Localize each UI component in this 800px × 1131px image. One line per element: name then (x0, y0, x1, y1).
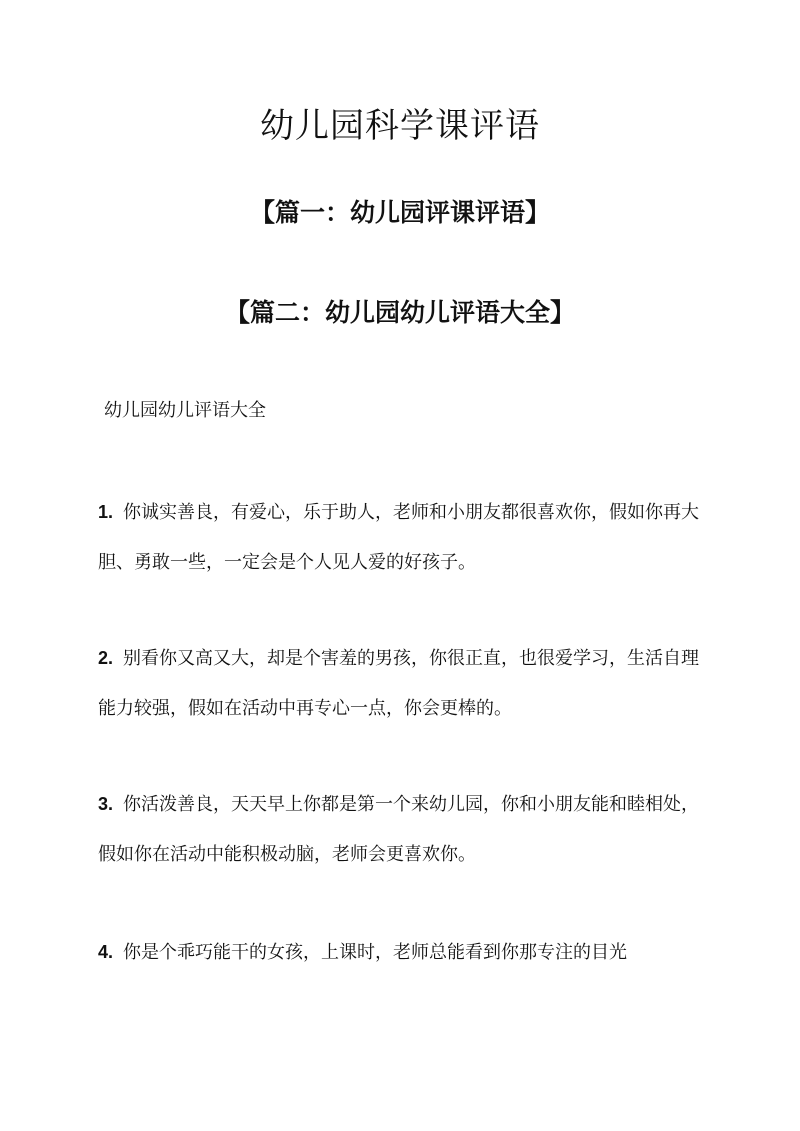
comment-number: 3. (98, 794, 114, 814)
comment-item-1 (98, 487, 704, 588)
document-title: 幼儿园科学课评语 (260, 106, 540, 146)
comment-item-4 (98, 927, 704, 978)
comment-item-2 (98, 633, 704, 734)
section-heading-2: 【篇二：幼儿园幼儿评语大全】 (224, 298, 575, 327)
comment-text: 你是个乖巧能干的女孩，上课时，老师总能看到你那专注的目光 (123, 942, 628, 963)
comment-text: 你诚实善良，有爱心，乐于助人，老师和小朋友都很喜欢你，假如你再大胆、勇敢一些，一定会是个人见人爱的好孩子。 (98, 502, 700, 573)
section-heading-1: 【篇一：幼儿园评课评语】 (249, 198, 550, 227)
comment-number: 1. (98, 502, 114, 522)
comment-text: 别看你又高又大，却是个害羞的男孩，你很正直，也很爱学习，生活自理能力较强，假如在活动中再专心一点，你会更棒的。 (98, 648, 700, 719)
comment-text: 你活泼善良，天天早上你都是第一个来幼儿园，你和小朋友能和睦相处，假如你在活动中能积极动脑，老师会更喜欢你。 (98, 794, 700, 865)
comment-number: 2. (98, 648, 114, 668)
comment-number: 4. (98, 942, 114, 962)
subheading: 幼儿园幼儿评语大全 (104, 400, 266, 421)
comment-item-3 (98, 779, 704, 880)
